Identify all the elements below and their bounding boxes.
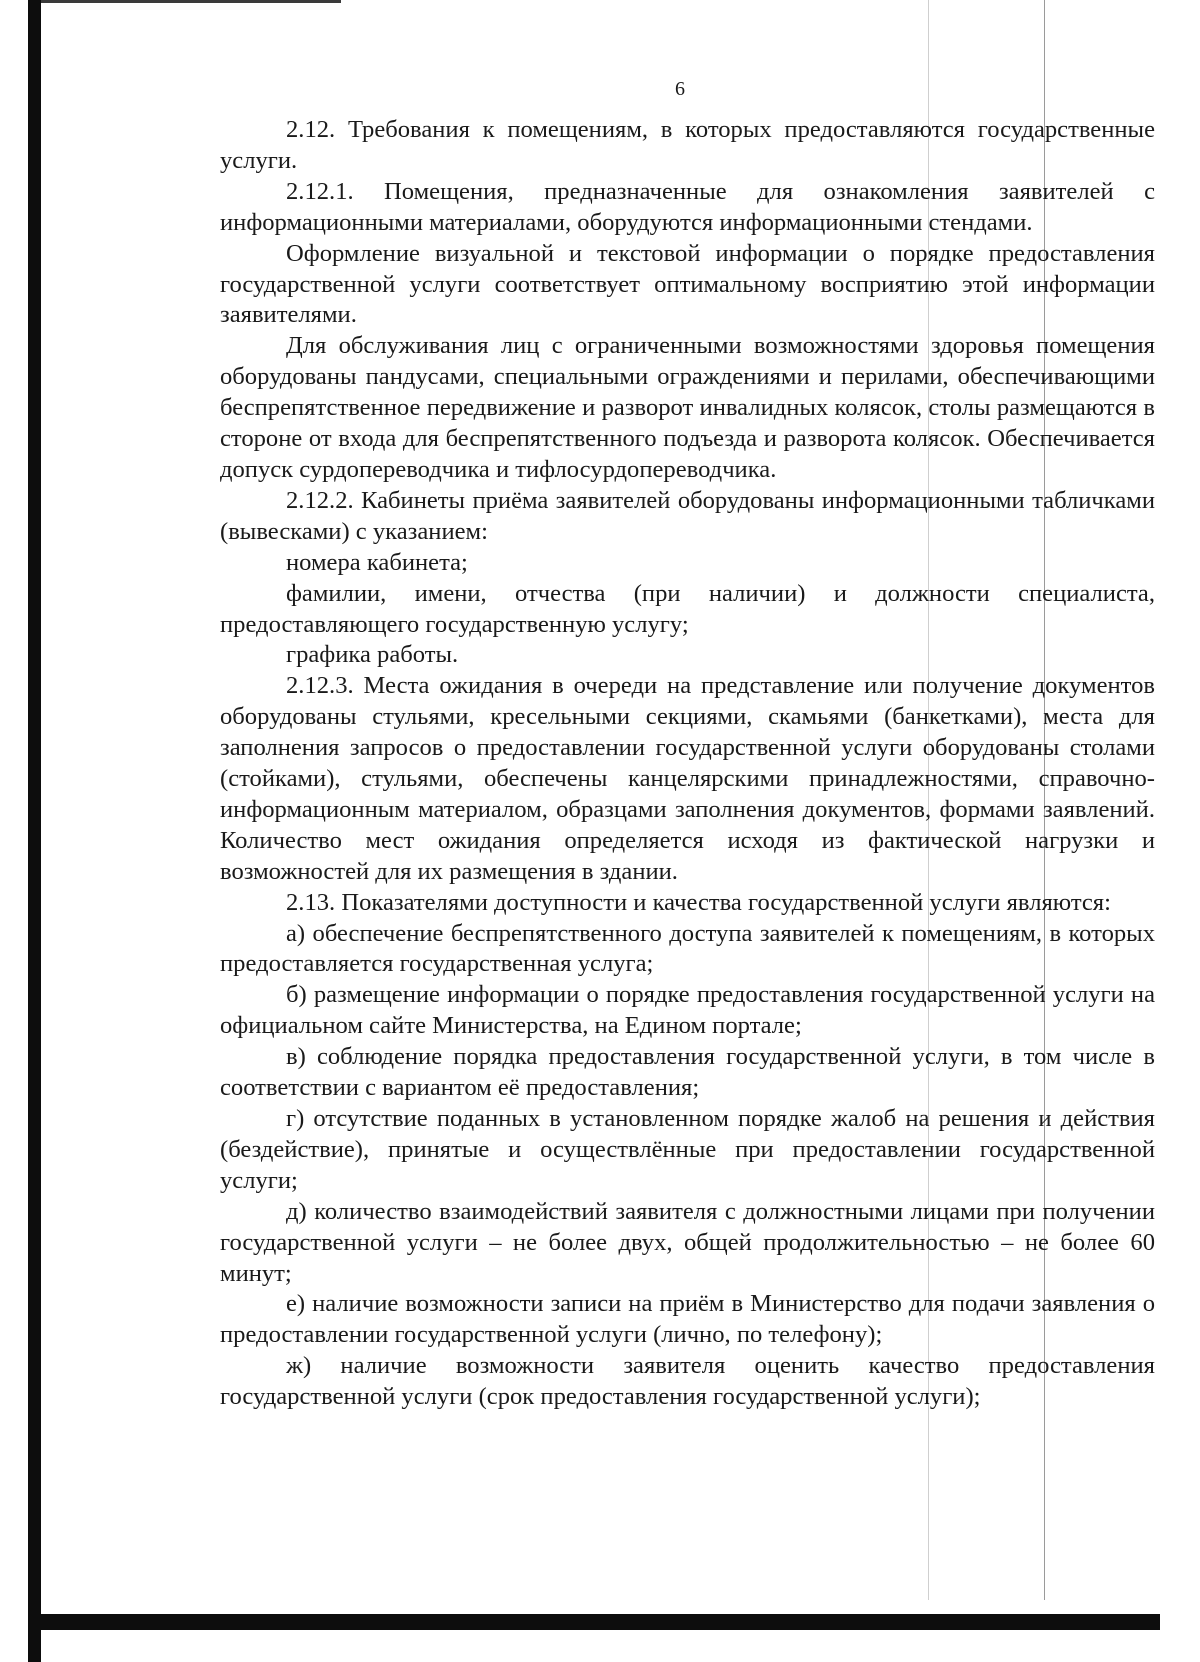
paragraph: 2.12.1. Помещения, предназначенные для ознакомления заявителей с информационными материалами, оборудуются информационными стендами. bbox=[220, 177, 1155, 236]
paragraph: Оформление визуальной и текстовой информации о порядке предоставления государственной услуги соответствует оптимальному восприятию этой информации заявителями. bbox=[220, 239, 1155, 329]
paragraph: в) соблюдение порядка предоставления государственной услуги, в том числе в соответствии с вариантом её предоставления; bbox=[220, 1043, 1155, 1102]
paragraph: 2.12. Требования к помещениям, в которых предоставляются государственные услуги. bbox=[220, 116, 1155, 174]
paragraph: г) отсутствие поданных в установленном порядке жалоб на решения и действия (бездействие), принятые и осуществлённые при предоставлении государственной услуги; bbox=[220, 1105, 1155, 1194]
document-body bbox=[220, 115, 1155, 1413]
paragraph: 2.12.3. Места ожидания в очереди на представление или получение документов оборудованы стульями, кресельными секциями, скамьями (банкетками), места для заполнения запросов о предоставлении государственной услуги оборудованы столами (стойками), стульями, обеспечены канцелярскими принадлежностями, справочно-информационным материалом, образцами заполнения документов, формами заявлений. Количество мест ожидания определяется исходя из фактической нагрузки и возможностей для их размещения в здании. bbox=[220, 672, 1155, 885]
page-number: 6 bbox=[675, 78, 685, 100]
paragraph: 2.12.2. Кабинеты приёма заявителей оборудованы информационными табличками (вывесками) с указанием: bbox=[220, 486, 1155, 545]
scan-edge-bottom bbox=[41, 1614, 1160, 1630]
paragraph: 2.13. Показателями доступности и качества государственной услуги являются: bbox=[286, 888, 1111, 916]
scan-edge-left bbox=[28, 0, 41, 1662]
paragraph: фамилии, имени, отчества (при наличии) и должности специалиста, предоставляющего государственную услугу; bbox=[220, 579, 1155, 638]
paragraph: графика работы. bbox=[286, 641, 459, 669]
scan-edge-top bbox=[41, 0, 341, 3]
paragraph: ж) наличие возможности заявителя оценить качество предоставления государственной услуги (срок предоставления государственной услуги); bbox=[220, 1352, 1155, 1411]
paragraph: д) количество взаимодействий заявителя с должностными лицами при получении государственной услуги – не более двух, общей продолжительностью – не более 60 минут; bbox=[220, 1197, 1155, 1287]
paragraph: б) размещение информации о порядке предоставления государственной услуги на официальном сайте Министерства, на Едином портале; bbox=[220, 981, 1155, 1040]
paragraph: а) обеспечение беспрепятственного доступа заявителей к помещениям, в которых предоставляется государственная услуга; bbox=[220, 919, 1155, 978]
paragraph: номера кабинета; bbox=[286, 548, 468, 576]
paragraph: е) наличие возможности записи на приём в Министерство для подачи заявления о предоставлении государственной услуги (лично, по телефону); bbox=[220, 1290, 1155, 1349]
paragraph: Для обслуживания лиц с ограниченными возможностями здоровья помещения оборудованы пандусами, специальными ограждениями и перилами, обеспечивающими беспрепятственное передвижение и разворот инвалидных колясок, столы размещаются в стороне от входа для беспрепятственного подъезда и разворота колясок. Обеспечивается допуск сурдопереводчика и тифлосурдопереводчика. bbox=[220, 332, 1155, 483]
